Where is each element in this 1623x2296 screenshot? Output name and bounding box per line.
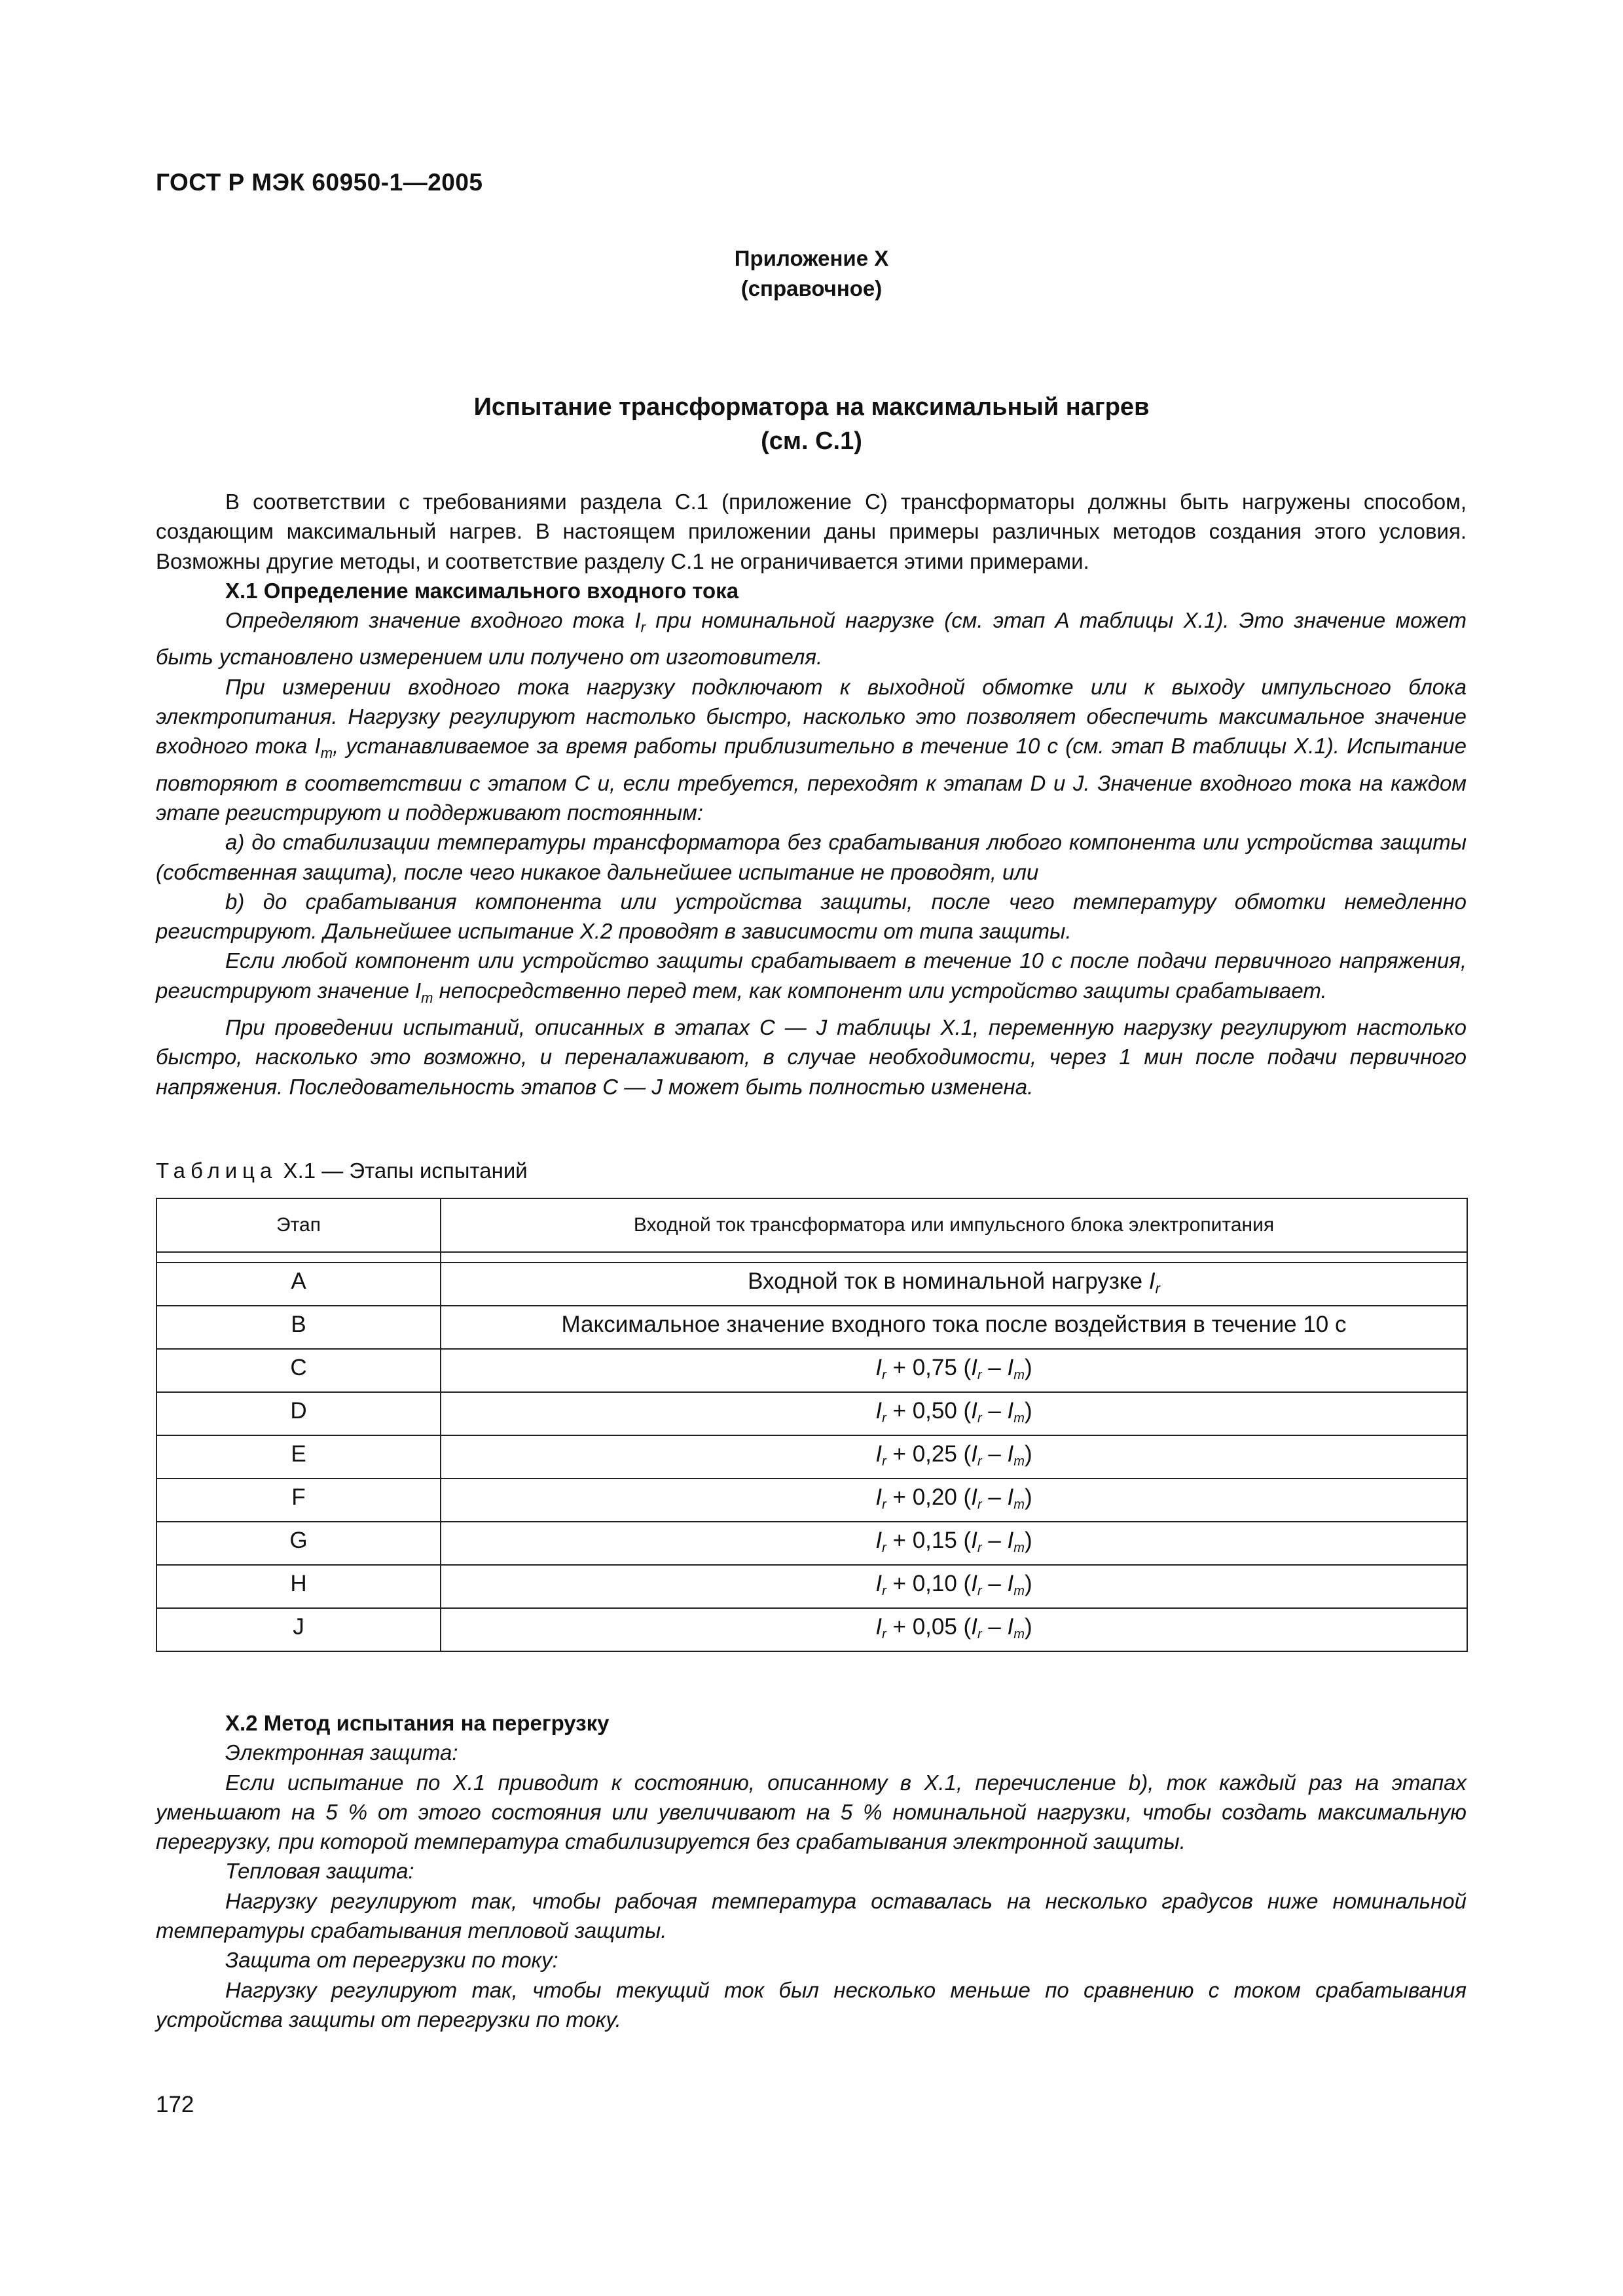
formula-rows xyxy=(156,1349,1467,1651)
table-caption xyxy=(156,1158,528,1183)
annex-status: (справочное) xyxy=(740,276,883,300)
table-cell-formula: $I_r + 0,25$ $(I_r - I_m)$ xyxy=(441,1435,1467,1479)
x1-list-item-b: b) до срабатывания компонента или устройства защиты, после чего температуру обмотки немедленно регистрируют. Дальнейшее испытание X.2 проводят в зависимости от типа защиты. xyxy=(156,889,1467,944)
annex-title: Приложение X xyxy=(734,246,889,270)
section-x1-body xyxy=(156,487,1467,1102)
test-steps-table xyxy=(156,1198,1468,1652)
table-cell-formula: $I_r + 0,15$ $(I_r - I_m)$ xyxy=(441,1522,1467,1565)
page-number: 172 xyxy=(156,2092,194,2117)
x1-p1-text-b: при номинальной нагрузке (см. этап А таблицы X.1). Это значение может быть установлено измерением или получено от изготовителя. xyxy=(156,608,1467,670)
x1-paragraph-1 xyxy=(156,605,1467,672)
row-a-subscript: r xyxy=(1155,1280,1160,1297)
x1-p1-symbol: I xyxy=(634,608,641,633)
x1-paragraph-3 xyxy=(156,946,1467,1013)
page-title-line2: (см. С.1) xyxy=(761,427,862,455)
table-row xyxy=(156,1479,1467,1522)
annex-heading xyxy=(0,243,1623,304)
x1-paragraph-4: При проведении испытаний, описанных в этапах С — J таблицы X.1, переменную нагрузку регулируют настолько быстро, насколько это возможно, и переналаживают, в случае необходимости, через 1 мин после подачи первичного напряжения. Последовательность этапов С — J может быть полностью изменена. xyxy=(156,1015,1467,1099)
table-cell-formula: $I_r + 0,75$ $(I_r - I_m)$ xyxy=(441,1349,1467,1392)
page-title-line1: Испытание трансформатора на максимальный нагрев xyxy=(473,393,1150,421)
document-header: ГОСТ Р МЭК 60950-1—2005 xyxy=(156,169,483,196)
table-row xyxy=(156,1306,1467,1349)
table-cell-step: F xyxy=(156,1479,441,1522)
table-row xyxy=(156,1349,1467,1392)
thermal-protection-label: Тепловая защита: xyxy=(225,1859,414,1884)
table-cell-formula: $I_r + 0,50$ $(I_r - I_m)$ xyxy=(441,1392,1467,1435)
table-cell-step: H xyxy=(156,1565,441,1608)
x1-p1-subscript: r xyxy=(640,619,646,636)
table-cell-current xyxy=(441,1263,1467,1306)
x1-p3-text-b: непосредственно перед тем, как компонент или устройство защиты срабатывает. xyxy=(433,978,1327,1003)
formula-coefficient: 0,20 xyxy=(912,1484,957,1510)
x1-p2-symbol: I xyxy=(314,734,321,759)
table-cell-formula: $I_r + 0,05$ $(I_r - I_m)$ xyxy=(441,1608,1467,1651)
table-cell-formula: $I_r + 0,20$ $(I_r - I_m)$ xyxy=(441,1479,1467,1522)
x1-p2-text-b: , устанавливаемое за время работы приблизительно в течение 10 с (см. этап В таблицы X.1). Испытание повторяют в соответствии с этапом С и, если требуется, переходят к этапам D и J. Значение входного тока на каждом этапе регистрируют и поддерживают постоянным: xyxy=(156,734,1467,825)
thermal-protection-text: Нагрузку регулируют так, чтобы рабочая температура оставалась на несколько градусов ниже номинальной температуры срабатывания тепловой защиты. xyxy=(156,1888,1467,1943)
table-row xyxy=(156,1435,1467,1479)
electronic-protection-label: Электронная защита: xyxy=(225,1740,458,1765)
overcurrent-protection-label: Защита от перегрузки по току: xyxy=(225,1948,558,1973)
table-caption-word: Таблица xyxy=(156,1158,278,1183)
table-cell-step: B xyxy=(156,1306,441,1349)
table-row xyxy=(156,1608,1467,1651)
row-a-symbol: I xyxy=(1148,1268,1156,1294)
section-x2-heading: X.2 Метод испытания на перегрузку xyxy=(225,1711,610,1735)
x1-p2-subscript: m xyxy=(320,745,333,762)
table-cell-step: J xyxy=(156,1608,441,1651)
x1-list-item-a: a) до стабилизации температуры трансформатора без срабатывания любого компонента или устройства защиты (собственная защита), после чего никакое дальнейшее испытание не проводят, или xyxy=(156,830,1467,884)
section-x2-body xyxy=(156,1708,1467,2034)
table-row xyxy=(156,1565,1467,1608)
x1-paragraph-2 xyxy=(156,672,1467,827)
table-cell-step: C xyxy=(156,1349,441,1392)
formula-coefficient: 0,25 xyxy=(912,1441,957,1467)
formula-coefficient: 0,10 xyxy=(912,1571,957,1596)
page-title xyxy=(0,390,1623,458)
x1-p2-text-a: При измерении входного тока нагрузку подключают к выходной обмотке или к выходу импульсного блока электропитания. Нагрузку регулируют настолько быстро, насколько это позволяет обеспечить максимальное значение входного тока xyxy=(156,674,1467,759)
table-row xyxy=(156,1392,1467,1435)
table-header-row xyxy=(156,1198,1467,1252)
x1-p3-subscript: m xyxy=(421,989,433,1006)
table-caption-rest: X.1 — Этапы испытаний xyxy=(277,1158,528,1183)
table-cell-step: A xyxy=(156,1263,441,1306)
formula-coefficient: 0,15 xyxy=(912,1528,957,1553)
table-cell-step: E xyxy=(156,1435,441,1479)
table-cell-current: Максимальное значение входного тока после воздействия в течение 10 с xyxy=(441,1306,1467,1349)
table-row xyxy=(156,1522,1467,1565)
formula-coefficient: 0,50 xyxy=(912,1398,957,1424)
overcurrent-protection-text: Нагрузку регулируют так, чтобы текущий ток был несколько меньше по сравнению с током срабатывания устройства защиты от перегрузки по току. xyxy=(156,1977,1467,2032)
section-x1-heading: X.1 Определение максимального входного тока xyxy=(225,578,739,603)
electronic-protection-text: Если испытание по X.1 приводит к состоянию, описанному в X.1, перечисление b), ток каждый раз на этапах уменьшают на 5 % от этого состояния или увеличивают на 5 % номинальной нагрузки, чтобы создать максимальную перегрузку, при которой температура стабилизируется без срабатывания электронной защиты. xyxy=(156,1770,1467,1854)
x1-p3-symbol: I xyxy=(415,978,422,1003)
table-cell-step: G xyxy=(156,1522,441,1565)
row-a-text: Входной ток в номинальной нагрузке xyxy=(748,1268,1149,1294)
table-header-gap xyxy=(156,1252,1467,1263)
formula-coefficient: 0,05 xyxy=(912,1614,957,1640)
x1-p3-text-a: Если любой компонент или устройство защиты срабатывает в течение 10 с после подачи первичного напряжения, регистрируют значение xyxy=(156,948,1467,1003)
formula-coefficient: 0,75 xyxy=(912,1355,957,1380)
x1-p1-text-a: Определяют значение входного тока xyxy=(225,608,635,633)
table-cell-formula: $I_r + 0,10$ $(I_r - I_m)$ xyxy=(441,1565,1467,1608)
table-row xyxy=(156,1263,1467,1306)
intro-paragraph: В соответствии с требованиями раздела С.1 (приложение С) трансформаторы должны быть нагружены способом, создающим максимальный нагрев. В настоящем приложении даны примеры различных методов создания этого условия. Возможны другие методы, и соответствие разделу С.1 не ограничивается этими примерами. xyxy=(156,490,1467,573)
column-header-current: Входной ток трансформатора или импульсного блока электропитания xyxy=(441,1198,1467,1252)
table-cell-step: D xyxy=(156,1392,441,1435)
column-header-step: Этап xyxy=(156,1198,441,1252)
